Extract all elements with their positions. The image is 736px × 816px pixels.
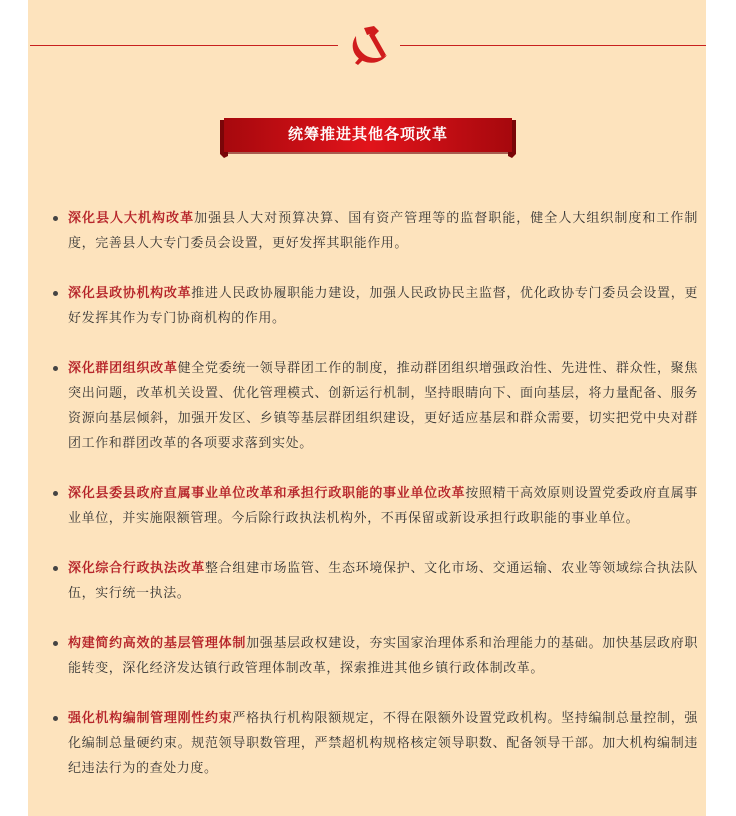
section-title: 统筹推进其他各项改革 xyxy=(287,125,448,143)
list-item xyxy=(48,706,698,781)
item-body: 加强基层政权建设，夯实国家治理体系和治理能力的基础。加快基层政府职能转变，深化经济发达镇行政管理体制改革，探索推进其他乡镇行政体制改革。 xyxy=(68,636,698,676)
item-body: 健全党委统一领导群团工作的制度，推动群团组织增强政治性、先进性、群众性，聚焦突出问题，改革机关设置、优化管理模式、创新运行机制，坚持眼睛向下、面向基层，将力量配备、服务资源向基层倾斜，加强开发区、乡镇等基层群团组织建设，更好适应基层和群众需要，切实把党中央对群团工作和群团改革的各项要求落到实处。 xyxy=(68,361,698,451)
item-heading: 深化县委县政府直属事业单位改革和承担行政职能的事业单位改革 xyxy=(68,486,466,501)
item-heading: 深化县人大机构改革 xyxy=(68,211,195,226)
reform-item-list xyxy=(48,206,698,806)
item-heading: 深化群团组织改革 xyxy=(68,361,178,376)
content-panel xyxy=(28,0,706,816)
list-item xyxy=(48,206,698,256)
item-body: 加强县人大对预算决算、国有资产管理等的监督职能，健全人大组织制度和工作制度，完善县人大专门委员会设置，更好发挥其职能作用。 xyxy=(68,211,698,251)
list-item xyxy=(48,281,698,331)
header-rule-right xyxy=(400,45,706,46)
bullet-icon xyxy=(53,491,58,496)
item-body: 整合组建市场监管、生态环境保护、文化市场、交通运输、农业等领域综合执法队伍，实行统一执法。 xyxy=(68,561,698,601)
header-rule-left xyxy=(30,45,338,46)
item-heading: 构建简约高效的基层管理体制 xyxy=(68,636,247,651)
list-item xyxy=(48,481,698,531)
bullet-icon xyxy=(53,716,58,721)
bullet-icon xyxy=(53,641,58,646)
list-item xyxy=(48,556,698,606)
section-title-banner xyxy=(218,116,518,158)
item-body: 严格执行机构限额规定，不得在限额外设置党政机构。坚持编制总量控制，强化编制总量硬约束。规范领导职数管理，严禁超机构规格核定领导职数、配备领导干部。加大机构编制违纪违法行为的查处力度。 xyxy=(68,711,698,776)
list-item xyxy=(48,356,698,456)
item-body: 按照精干高效原则设置党委政府直属事业单位，并实施限额管理。今后除行政执法机构外，不再保留或新设承担行政职能的事业单位。 xyxy=(68,486,698,526)
item-heading: 深化综合行政执法改革 xyxy=(68,561,205,576)
item-heading: 强化机构编制管理刚性约束 xyxy=(68,711,233,726)
list-item xyxy=(48,631,698,681)
bullet-icon xyxy=(53,566,58,571)
item-heading: 深化县政协机构改革 xyxy=(68,286,192,301)
item-body: 推进人民政协履职能力建设，加强人民政协民主监督，优化政协专门委员会设置，更好发挥其作为专门协商机构的作用。 xyxy=(68,286,698,326)
bullet-icon xyxy=(53,291,58,296)
bullet-icon xyxy=(53,216,58,221)
hammer-and-sickle-icon xyxy=(346,22,392,68)
bullet-icon xyxy=(53,366,58,371)
